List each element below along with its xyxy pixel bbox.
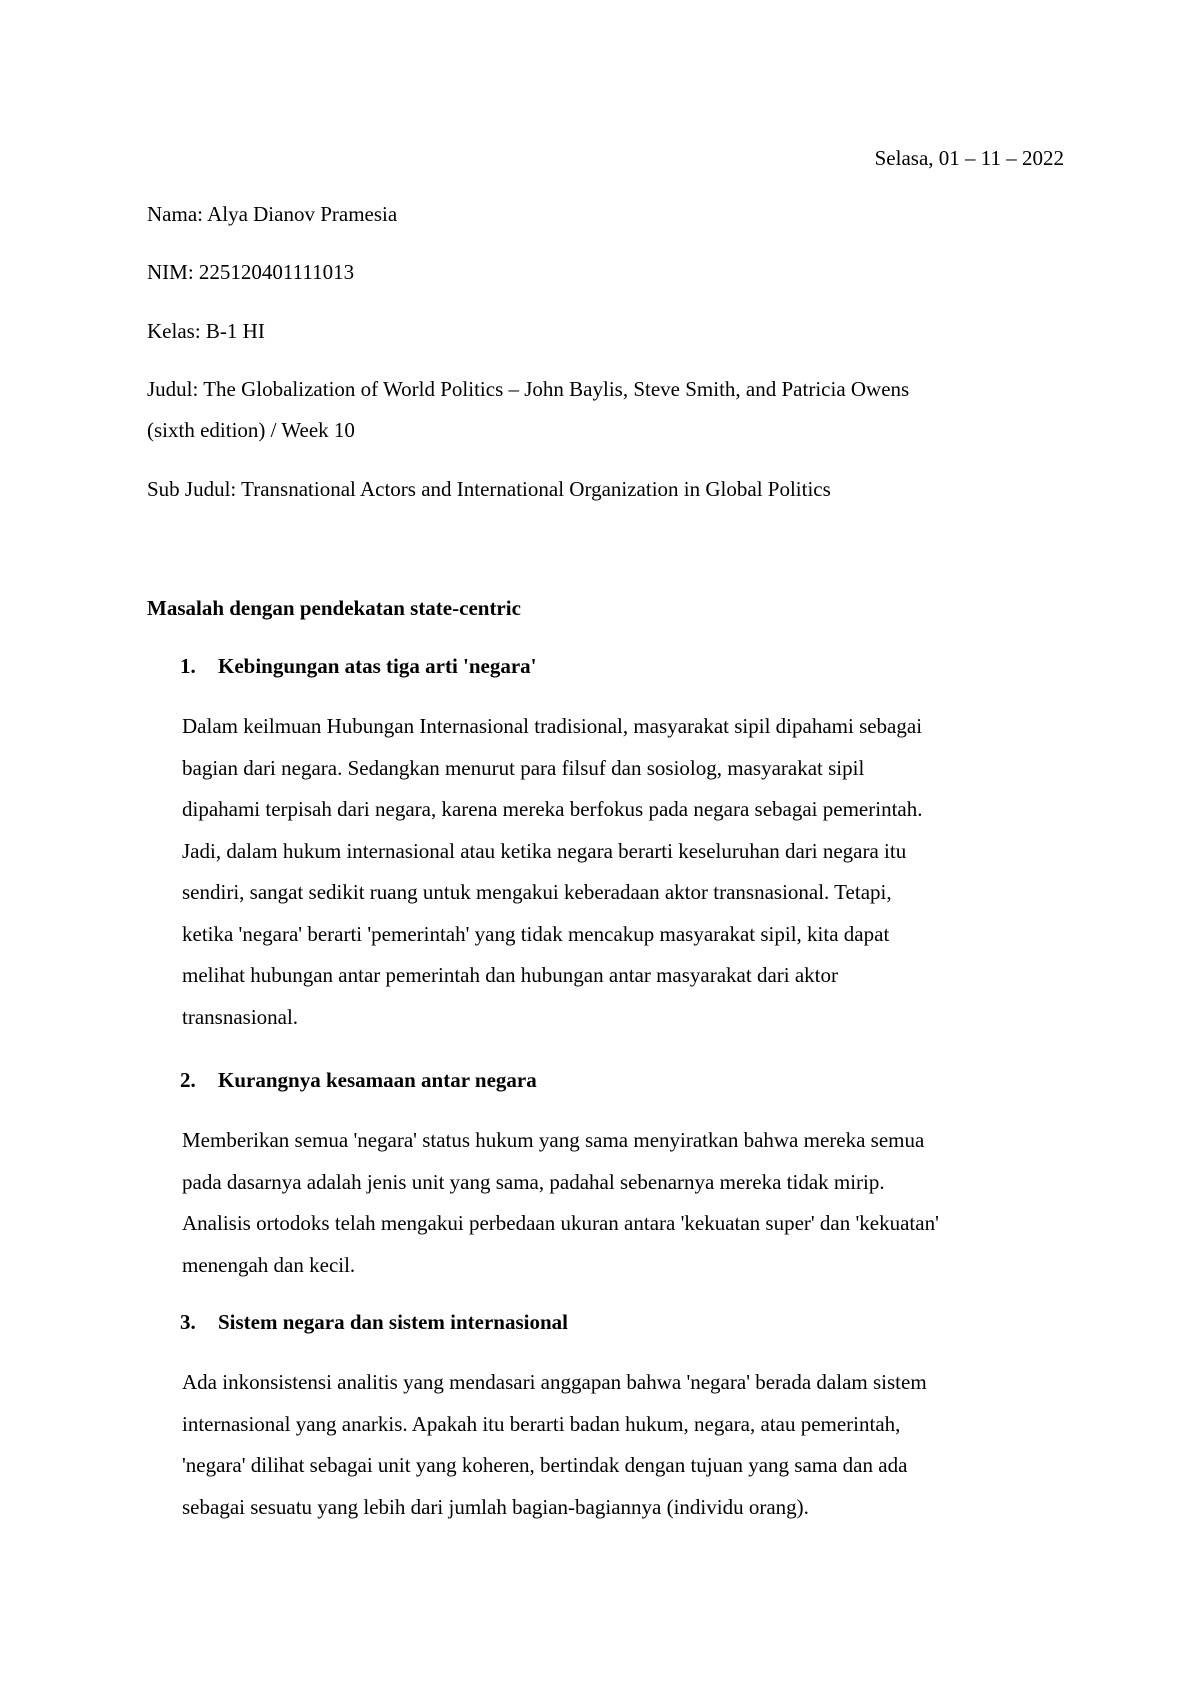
item-heading-text: Sistem negara dan sistem internasional (218, 1310, 569, 1334)
section-title: Masalah dengan pendekatan state-centric (147, 596, 521, 620)
paragraph-line: bagian dari negara. Sedangkan menurut para filsuf dan sosiolog, masyarakat sipil (182, 755, 865, 780)
paragraph-line: melihat hubungan antar pemerintah dan hubungan antar masyarakat dari aktor (182, 963, 839, 987)
paragraph-line: Analisis ortodoks telah mengakui perbedaan ukuran antara 'kekuatan super' dan 'kekuatan' (182, 1211, 939, 1235)
item-paragraph-1 (182, 706, 1072, 1038)
paragraph-line: sebagai sesuatu yang lebih dari jumlah bagian-bagiannya (individu orang). (182, 1494, 809, 1519)
paragraph-line: Ada inkonsistensi analitis yang mendasari anggapan bahwa 'negara' berada dalam sistem (182, 1370, 927, 1394)
paragraph-line: ketika 'negara' berarti 'pemerintah' yang tidak mencakup masyarakat sipil, kita dapat (182, 921, 890, 946)
paragraph-line: Jadi, dalam hukum internasional atau ketika negara berarti keseluruhan dari negara itu (182, 838, 907, 863)
item-heading-text: Kebingungan atas tiga arti 'negara' (218, 654, 537, 678)
paragraph-line: dipahami terpisah dari negara, karena mereka berfokus pada negara sebagai pemerintah. (182, 797, 923, 821)
paragraph-line: internasional yang anarkis. Apakah itu berarti badan hukum, negara, atau pemerintah, (182, 1411, 901, 1436)
paragraph-line: Dalam keilmuan Hubungan Internasional tradisional, masyarakat sipil dipahami sebagai (182, 714, 923, 738)
paragraph-line: 'negara' dilihat sebagai unit yang koheren, bertindak dengan tujuan yang sama dan ada (182, 1453, 908, 1477)
title-line-1: Judul: The Globalization of World Politics – John Baylis, Steve Smith, and Patricia Owens (147, 377, 910, 401)
item-number: 3. (180, 1310, 196, 1334)
item-paragraph-3 (182, 1362, 1072, 1528)
paragraph-line: sendiri, sangat sedikit ruang untuk mengakui keberadaan aktor transnasional. Tetapi, (182, 880, 892, 904)
subtitle: Sub Judul: Transnational Actors and International Organization in Global Politics (147, 477, 831, 501)
item-paragraph-2 (182, 1120, 1072, 1286)
student-nim: NIM: 225120401111013 (147, 260, 355, 284)
student-class: Kelas: B-1 HI (147, 319, 265, 343)
paragraph-line: pada dasarnya adalah jenis unit yang sama, padahal sebenarnya mereka tidak mirip. (182, 1169, 885, 1194)
date-line: Selasa, 01 – 11 – 2022 (874, 146, 1064, 170)
item-number: 1. (180, 654, 196, 678)
student-name: Nama: Alya Dianov Pramesia (147, 202, 398, 226)
paragraph-line: menengah dan kecil. (182, 1252, 356, 1277)
title-line-2: (sixth edition) / Week 10 (147, 418, 355, 442)
item-heading-text: Kurangnya kesamaan antar negara (218, 1068, 537, 1092)
item-number: 2. (180, 1068, 196, 1092)
paragraph-line: Memberikan semua 'negara' status hukum yang sama menyiratkan bahwa mereka semua (182, 1128, 925, 1152)
paragraph-line: transnasional. (182, 1004, 299, 1029)
